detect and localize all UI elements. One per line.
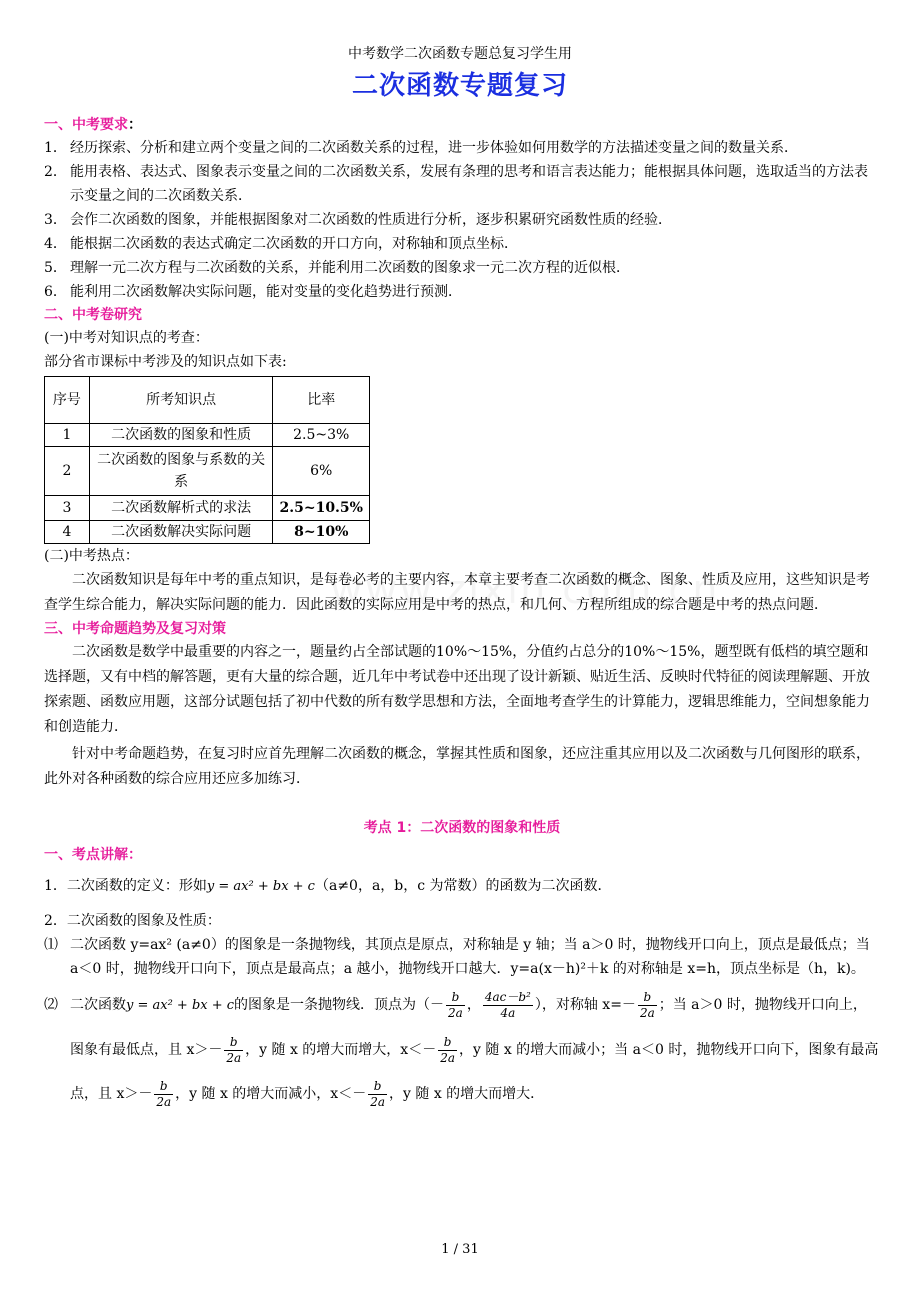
subheading-hotspot: (二)中考热点： bbox=[44, 548, 139, 564]
section-heading-requirements: 一、中考要求： bbox=[44, 117, 142, 133]
requirement-item: 2． 能用表格、表达式、图象表示变量之间的二次函数关系，发展有条理的思考和语言表达能力；能根据具体问题，选取适当的方法表示变量之间的二次函数关系． bbox=[44, 164, 868, 204]
cell-index: 3 bbox=[45, 496, 90, 521]
requirement-item: 3． 会作二次函数的图象，并能根据图象对二次函数的性质进行分析，逐步积累研究函数性质的经验． bbox=[44, 212, 672, 228]
kaodian-title: 考点 1：二次函数的图象和性质 bbox=[363, 820, 561, 836]
header-ratio: 比率 bbox=[273, 377, 370, 424]
table-header-row bbox=[45, 377, 370, 424]
page-title: 二次函数专题复习 bbox=[351, 71, 568, 101]
knowledge-table bbox=[44, 376, 370, 544]
subheading-knowledge: (一)中考对知识点的考查： bbox=[44, 330, 209, 346]
requirement-item: 4． 能根据二次函数的表达式确定二次函数的开口方向，对称轴和顶点坐标． bbox=[44, 236, 518, 252]
content bbox=[44, 114, 880, 1116]
cell-topic: 二次函数的图象与系数的关系 bbox=[89, 447, 273, 496]
cell-index: 1 bbox=[45, 424, 90, 447]
hotspot-paragraph: 二次函数知识是每年中考的重点知识，是每卷必考的主要内容，本章主要考查二次函数的概念、图象、性质及应用，这些知识是考查学生综合能力，解决实际问题的能力．因此函数的实际应用是中考的热点，和几何、方程所组成的综合题是中考的热点问题． bbox=[44, 572, 870, 613]
fraction: $\frac{b}{2a}$ bbox=[440, 1034, 456, 1065]
requirement-item: 5． 理解一元二次方程与二次函数的关系，并能利用二次函数的图象求一元二次方程的近似根． bbox=[44, 260, 630, 276]
header-index: 序号 bbox=[45, 377, 90, 424]
fraction: $\frac{b}{2a}$ bbox=[370, 1078, 386, 1109]
requirement-item: 6． 能利用二次函数解决实际问题，能对变量的变化趋势进行预测． bbox=[44, 284, 462, 300]
running-header: 中考数学二次函数专题总复习学生用 bbox=[348, 46, 572, 62]
cell-ratio: 2.5~3% bbox=[273, 424, 370, 447]
page-number: 1 / 31 bbox=[441, 1242, 479, 1257]
section-heading-research: 二、中考卷研究 bbox=[44, 307, 142, 323]
fraction: $\frac{b}{2a}$ bbox=[226, 1034, 242, 1065]
cell-ratio: 8~10% bbox=[273, 521, 370, 544]
properties-title: 2．二次函数的图象及性质： bbox=[44, 913, 221, 929]
definition-line: 1．二次函数的定义：形如y = ax² + bx + c（a≠0，a，b，c 为常数）的函数为二次函数． bbox=[44, 878, 612, 894]
requirement-item: 1． 经历探索、分析和建立两个变量之间的二次函数关系的过程，进一步体验如何用数学的方法描述变量之间的数量关系． bbox=[44, 140, 798, 156]
cell-ratio: 2.5~10.5% bbox=[273, 496, 370, 521]
trend-paragraph-2: 针对中考命题趋势，在复习时应首先理解二次函数的概念，掌握其性质和图象，还应注重其应用以及二次函数与几何图形的联系，此外对各种函数的综合应用还应多加练习． bbox=[44, 746, 870, 787]
cell-topic: 二次函数的图象和性质 bbox=[89, 424, 273, 447]
header-topic: 所考知识点 bbox=[89, 377, 273, 424]
table-intro: 部分省市课标中考涉及的知识点如下表: bbox=[44, 354, 287, 370]
cell-ratio: 6% bbox=[273, 447, 370, 496]
fraction: $\frac{b}{2a}$ bbox=[639, 989, 655, 1020]
section-heading-explanation: 一、考点讲解： bbox=[44, 847, 142, 863]
cell-index: 2 bbox=[45, 447, 90, 496]
cell-topic: 二次函数解决实际问题 bbox=[89, 521, 273, 544]
cell-index: 4 bbox=[45, 521, 90, 544]
cell-topic: 二次函数解析式的求法 bbox=[89, 496, 273, 521]
property-item-2: ⑵ 二次函数y = ax² + bx + c的图象是一条抛物线．顶点为（－ $\frac{b}{2a}$ ， $\frac{\text{4ac－b²}}{4a}$ ），对称轴 x=－ $\frac{b}{2a}$ ；当 a＞0 时，抛物线开口向上，图象有最低点，且 x＞－ $\frac{b}{2a}$ ，y 随 x 的增大而增大，x＜－ $\frac{b}{2a}$ ，y 随 x 的增大而减小；当 a＜0 时，抛物线开口向下，图象有最高点，且 x＞－ $\frac{b}{2a}$ ，y 随 x 的增大而减小，x＜－ $\frac{b}{2a}$ ，y 随 x 的增大而增大． bbox=[44, 989, 879, 1109]
quadratic-formula: y = ax² + bx + c bbox=[206, 879, 315, 894]
fraction: $\frac{b}{2a}$ bbox=[448, 989, 463, 1020]
section-heading-trends: 三、中考命题趋势及复习对策 bbox=[44, 621, 226, 637]
table-row bbox=[45, 447, 370, 496]
table-row bbox=[45, 424, 370, 447]
table-row bbox=[45, 521, 370, 544]
table-row bbox=[45, 496, 370, 521]
trend-paragraph-1: 二次函数是数学中最重要的内容之一，题量约占全部试题的10%～15%，分值约占总分的10%～15%，题型既有低档的填空题和选择题，又有中档的解答题，更有大量的综合题，近几年中考试卷中还出现了设计新颖、贴近生活、反映时代特征的阅读理解题、开放探索题、函数应用题，这部分试题包括了初中代数的所有数学思想和方法，全面地考查学生的计算能力，逻辑思维能力，空间想象能力和创造能力． bbox=[44, 644, 870, 735]
fraction: $\frac{\text{4ac－b²}}{4a}$ bbox=[484, 989, 531, 1020]
fraction: $\frac{b}{2a}$ bbox=[156, 1078, 172, 1109]
property-item-1: ⑴ 二次函数 y=ax² (a≠0）的图象是一条抛物线，其顶点是原点，对称轴是 y 轴；当 a＞0 时，抛物线开口向上，顶点是最低点；当 a＜0 时，抛物线开口向下，顶点是最高点；a 越小，抛物线开口越大．y=a(x－h)²＋k 的对称轴是 x=h，顶点坐标是（h，k)。 bbox=[44, 937, 870, 977]
